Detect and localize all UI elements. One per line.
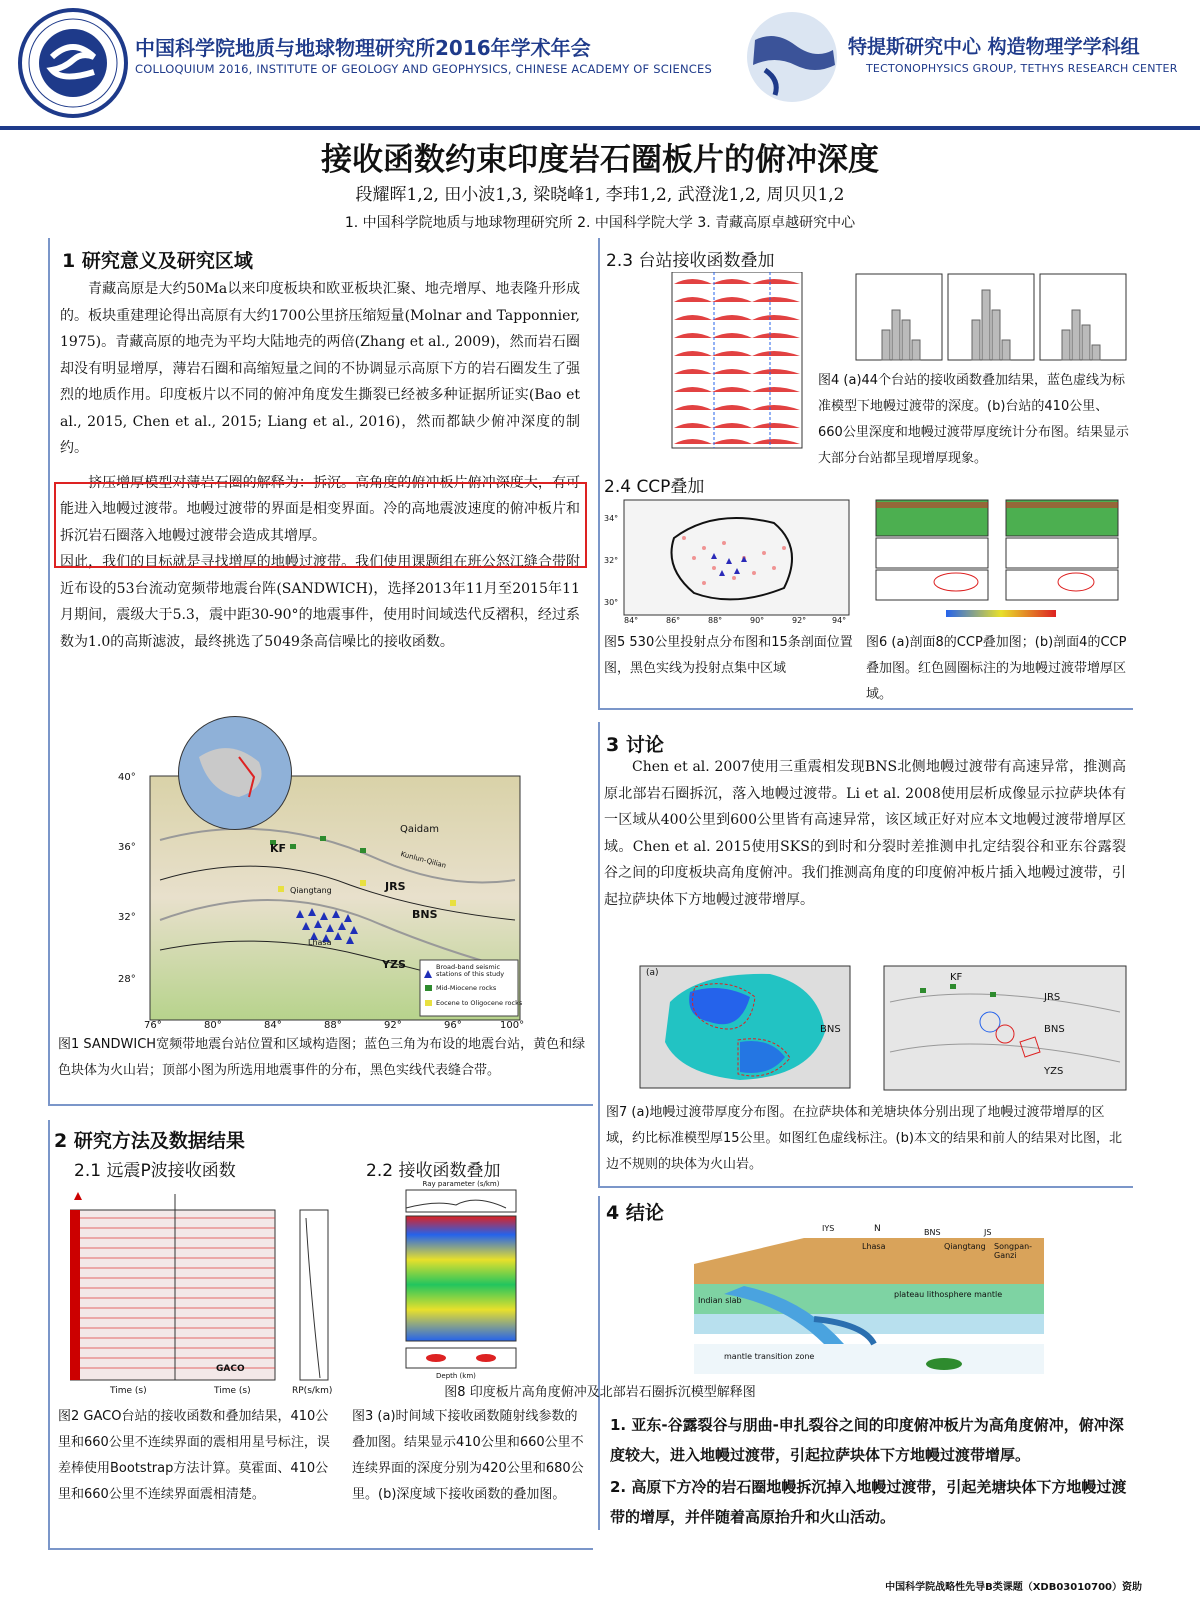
fig8-label-mtz: mantle transition zone (724, 1352, 815, 1361)
map-label-kf: KF (270, 842, 287, 855)
fig4-caption: 图4 (a)44个台站的接收函数叠加结果，蓝色虚线为标准模型下地幔过渡带的深度。(b)台站的410公里、660公里深度和地幔过渡带厚度统计分布图。结果显示大部分台站都呈现增厚现象。 (818, 373, 1129, 466)
fig3-top: Ray parameter (s/km) (422, 1180, 500, 1188)
fig8-caption: 图8 印度板片高角度俯冲及北部岩石圈拆沉模型解释图 (444, 1385, 756, 1400)
fig7b-label-yzs: YZS (1044, 1066, 1064, 1077)
fig2-xlabel1: Time (s) (110, 1386, 147, 1396)
conclusion-2: 2. 高原下方冷的岩石圈地幔拆沉掉入地幔过渡带，引起羌塘块体下方地幔过渡带的增厚，并伴随着高原抬升和火山活动。 (610, 1478, 1127, 1526)
figure-8 (664, 1224, 1044, 1376)
affiliations: 1. 中国科学院地质与地球物理研究所 2. 中国科学院大学 3. 青藏高原卓越研究中心 (344, 215, 856, 231)
fig7b-label-jrs: JRS (1044, 992, 1061, 1003)
fig7-caption: 图7 (a)地幔过渡带厚度分布图。在拉萨块体和羌塘块体分别出现了地幔过渡带增厚的区域，约比标准模型厚15公里。如图红色虚线标注。(b)本文的结果和前人的结果对比图，北边不规则的块体为火山岩。 (606, 1105, 1122, 1172)
fig7a-label-bns: BNS (820, 1024, 841, 1035)
lon-label: 80° (204, 1020, 222, 1031)
figure-6 (866, 498, 1130, 626)
sec1-heading: 1 研究意义及研究区域 (62, 250, 253, 272)
lat-label: 36° (118, 842, 136, 853)
figure-7a (620, 962, 852, 1094)
funding-footer: 中国科学院战略性先导B类课题（XDB03010700）资助 (885, 1582, 1142, 1593)
fig2-xlabel3: RP(s/km) (292, 1386, 332, 1396)
header-divider (0, 126, 1200, 130)
authors: 段耀晖1,2, 田小波1,3, 梁晓峰1, 李玮1,2, 武澄泷1,2, 周贝贝1,2 (355, 185, 845, 205)
ccp-lon: 94° (832, 616, 847, 625)
figure-7b (880, 962, 1130, 1094)
sec1-body (60, 276, 580, 655)
ccp-lat: 34° (604, 514, 619, 523)
sec3-heading: 3 讨论 (606, 734, 664, 756)
fig8-label-bns: BNS (924, 1228, 941, 1237)
fig2-caption: 图2 GACO台站的接收函数和叠加结果，410公里和660公里不连续界面的震相用星号标注，误差棒使用Bootstrap方法计算。莫霍面、410公里和660公里不连续界面震相清楚。 (58, 1409, 330, 1502)
lat-label: 40° (118, 772, 136, 783)
fig8-label-lhasa: Lhasa (862, 1242, 886, 1251)
lon-label: 88° (324, 1020, 342, 1031)
figure-5 (604, 498, 854, 628)
ccp-lon: 88° (708, 616, 723, 625)
sec1-p3: 因此，我们的目标就是寻找增厚的地幔过渡带。我们使用课题组在班公怒江缝合带附近布设的53台流动宽频带地震台阵(SANDWICH)，选择2013年11月至2015年11月期间，震级大于5.3，震中距30-90°的地震事件，使用时间域迭代反褶积，经过系数为1.0的高斯滤波，最终挑选了5049条高信噪比的接收函数。 (60, 554, 580, 650)
header-left-cn: 中国科学院地质与地球物理研究所2016年学术年会 (135, 36, 591, 60)
fig8-label-songpan: Songpan-Ganzi (994, 1242, 1033, 1260)
fig8-label-north: N (874, 1224, 881, 1234)
sec22-heading: 2.2 接收函数叠加 (366, 1161, 501, 1181)
fig8-label-iys: IYS (822, 1224, 835, 1233)
fig1-caption: 图1 SANDWICH宽频带地震台站位置和区域构造图；蓝色三角为布设的地震台站，黄色和绿色块体为火山岩；顶部小图为所选用地震事件的分布，黑色实线代表缝合带。 (58, 1037, 586, 1078)
conclusion-1: 1. 亚东-谷露裂谷与朋曲-申扎裂谷之间的印度俯冲板片为高角度俯冲，俯冲深度较大，进入地幔过渡带，引起拉萨块体下方地幔过渡带增厚。 (610, 1416, 1124, 1464)
fig2-station: GACO (216, 1364, 245, 1374)
poster-title: 接收函数约束印度岩石圈板片的俯冲深度 (321, 142, 879, 178)
lon-label: 96° (444, 1020, 462, 1031)
map-label-kunlun: Kunlun-Qilian (399, 850, 448, 870)
lat-label: 28° (118, 974, 136, 985)
sec23-heading: 2.3 台站接收函数叠加 (606, 251, 775, 271)
header-left-en: COLLOQUIUM 2016, INSTITUTE OF GEOLOGY AND GEOPHYSICS, CHINESE ACADEMY OF SCIENCES (135, 62, 712, 76)
map-label-lhasa: Lhasa (308, 938, 332, 947)
map-label-qaidam: Qaidam (400, 824, 439, 835)
globe-inset (178, 716, 292, 830)
sec21-heading: 2.1 远震P波接收函数 (74, 1161, 236, 1181)
header-right-cn: 特提斯研究中心 构造物理学学科组 (848, 36, 1140, 58)
fig3-caption: 图3 (a)时间域下接收函数随射线参数的叠加图。结果显示410公里和660公里不连续界面的深度分别为420公里和680公里。(b)深度域下接收函数的叠加图。 (352, 1409, 584, 1502)
ccp-lon: 92° (792, 616, 807, 625)
highlight-box (54, 482, 587, 568)
map-label-yzs: YZS (382, 958, 406, 971)
ccp-lat: 32° (604, 556, 619, 565)
ccp-lon: 86° (666, 616, 681, 625)
institute-logo (18, 8, 128, 118)
fig8-label-indian-slab: Indian slab (698, 1296, 742, 1305)
sec3-body (604, 754, 1126, 913)
figure-4a (662, 272, 810, 462)
lon-label: 92° (384, 1020, 402, 1031)
legend-mid-miocene: Mid-Miocene rocks (436, 984, 497, 992)
map-label-bns: BNS (412, 908, 438, 921)
fig7b-label-kf: KF (950, 972, 963, 983)
fig7b-label-bns: BNS (1044, 1024, 1065, 1035)
figure-1-map (120, 770, 540, 1030)
sec24-heading: 2.4 CCP叠加 (604, 477, 705, 497)
map-label-jrs: JRS (385, 880, 406, 893)
tethys-logo (745, 10, 840, 105)
fig2-xlabel2: Time (s) (214, 1386, 251, 1396)
sec3-p1: Chen et al. 2007使用三重震相发现BNS北侧地幔过渡带有高速异常，推测高原北部岩石圈拆沉，落入地幔过渡带。Li et al. 2008使用层析成像显示拉萨块体有一区域从400公里到600公里皆有高速异常，该区域正好对应本文地幔过渡带增厚区域。Chen et al. 2015使用SKS的到时和分裂时差推测申扎定结裂谷和亚东谷露裂谷之间的印度板块高角度俯冲。我们推测高角度的印度俯冲板片插入地幔过渡带，引起拉萨块体下方地幔过渡带增厚。 (604, 759, 1126, 908)
fig8-label-js: JS (984, 1228, 992, 1237)
lon-label: 84° (264, 1020, 282, 1031)
fig8-label-qiangtang: Qiangtang (944, 1242, 986, 1251)
lon-label: 100° (500, 1020, 525, 1031)
figure-3 (396, 1180, 518, 1390)
fig6-caption: 图6 (a)剖面8的CCP叠加图；(b)剖面4的CCP叠加图。红色圆圈标注的为地幔过渡带增厚区域。 (866, 635, 1127, 702)
legend-eocene: Eocene to Oligocene rocks (436, 999, 523, 1007)
fig7a-label-a: (a) (646, 968, 659, 978)
sec1-p1: 青藏高原是大约50Ma以来印度板块和欧亚板块汇聚、地壳增厚、地表隆升形成的。板块重建理论得出高原有大约1700公里挤压缩短量(Molnar and Tapponnier, 1975)。青藏高原的地壳为平均大陆地壳的两倍(Zhang et al., 2009)，然而岩石圈却没有明显增厚，薄岩石圈和高缩短量之间的不协调显示高原下方的岩石圈发生了强烈的地质作用。印度板片以不同的俯冲角度发生撕裂已经被多种证据所证实(Bao et al., 2015, Chen et al., 2015; Liang et al., 2016)，然而都缺少俯冲深度的制约。 (60, 281, 580, 456)
ccp-lon: 90° (750, 616, 765, 625)
ccp-lat: 30° (604, 598, 619, 607)
figure-2 (70, 1188, 332, 1398)
sec2-heading: 2 研究方法及数据结果 (54, 1130, 245, 1152)
ccp-lon: 84° (624, 616, 639, 625)
sec1-p2: 挤压增厚模型对薄岩石圈的解释为：拆沉。高角度的俯冲板片俯冲深度大，有可能进入地幔过渡带。地幔过渡带的界面是相变界面。冷的高地震波速度的俯冲板片和拆沉岩石圈落入地幔过渡带会造成其增厚。 (60, 474, 580, 544)
lat-label: 32° (118, 912, 136, 923)
sec4-heading: 4 结论 (606, 1202, 664, 1224)
lon-label: 76° (144, 1020, 162, 1031)
fig5-caption: 图5 530公里投射点分布图和15条剖面位置图，黑色实线为投射点集中区域 (604, 635, 853, 676)
header-right-en: TECTONOPHYSICS GROUP, TETHYS RESEARCH CENTER (866, 62, 1178, 75)
map-label-qiangtang: Qiangtang (290, 886, 332, 895)
legend-stations: Broad-band seismic stations of this study (436, 963, 505, 978)
fig8-label-plateau: plateau lithosphere mantle (894, 1290, 1003, 1299)
fig3-xlabel: Depth (km) (436, 1372, 476, 1380)
figure-4b (852, 270, 1132, 366)
